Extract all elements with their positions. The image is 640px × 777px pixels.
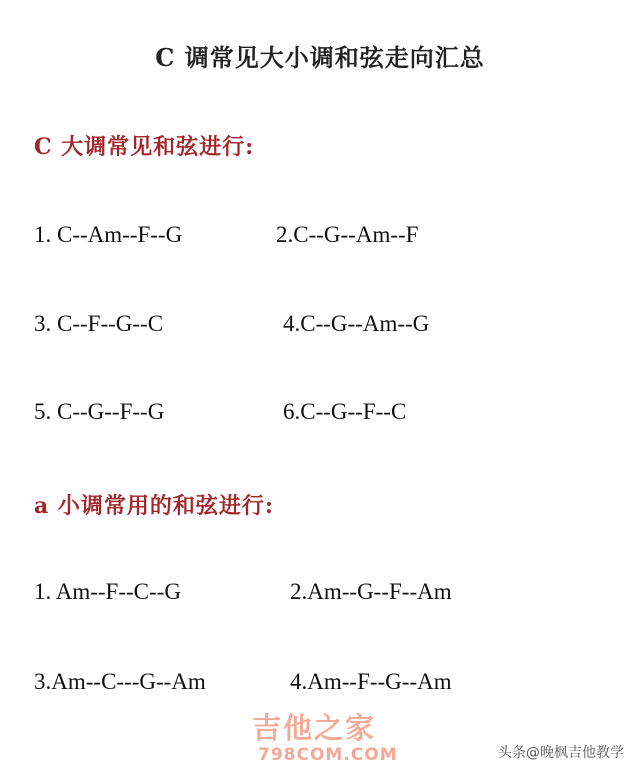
major-progression-5: 5. C--G--F--G	[34, 399, 165, 424]
minor-progression-2: 2.Am--G--F--Am	[290, 579, 452, 604]
minor-progression-4: 4.Am--F--G--Am	[290, 669, 452, 694]
watermark-url: 798COM.COM	[258, 745, 398, 765]
major-progression-6: 6.C--G--F--C	[283, 399, 407, 424]
major-progression-4: 4.C--G--Am--G	[283, 311, 430, 336]
source-credit: 头条@晚枫吉他教学	[498, 745, 624, 761]
minor-progression-1: 1. Am--F--C--G	[34, 579, 181, 604]
page-title: C 调常见大小调和弦走向汇总	[155, 43, 485, 72]
watermark-logo: 吉他之家	[252, 711, 377, 745]
major-progression-3: 3. C--F--G--C	[34, 311, 164, 336]
minor-progression-3: 3.Am--C---G--Am	[34, 669, 206, 694]
major-section-heading: C 大调常见和弦进行:	[34, 134, 255, 160]
minor-section-heading: a 小调常用的和弦进行:	[34, 493, 275, 519]
major-progression-2: 2.C--G--Am--F	[276, 222, 419, 247]
major-progression-1: 1. C--Am--F--G	[34, 222, 183, 247]
